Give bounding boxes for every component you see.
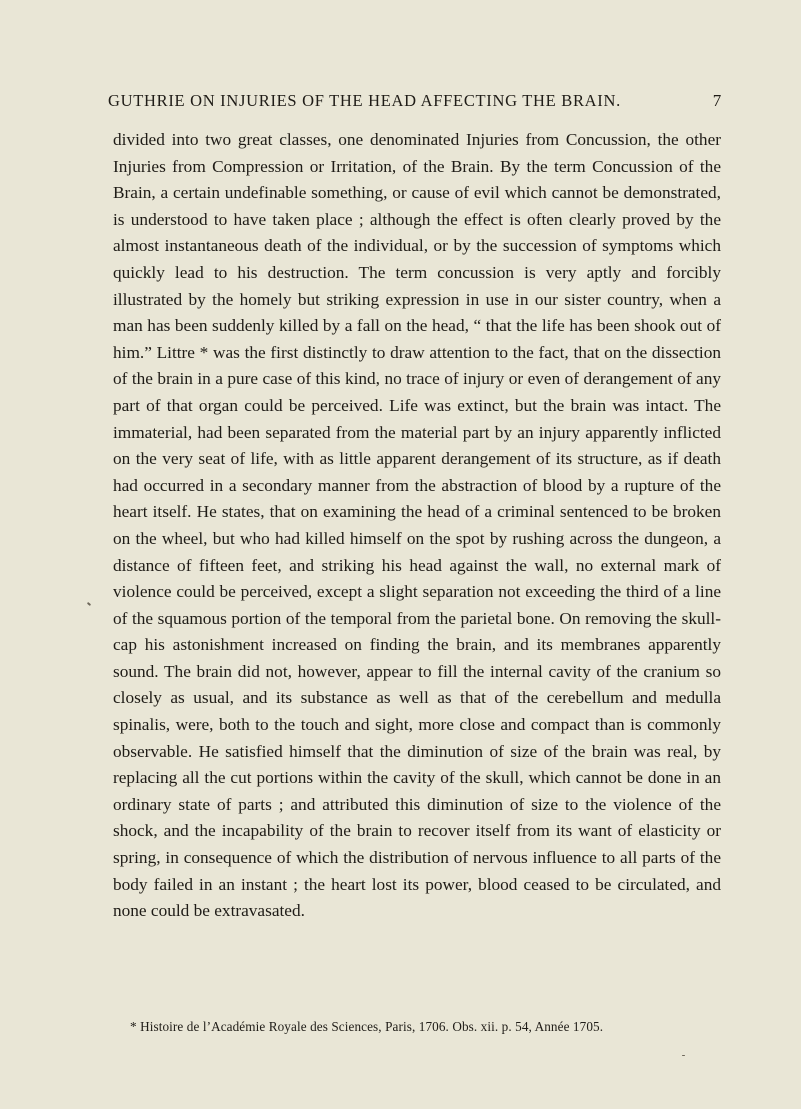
print-speck <box>87 602 91 606</box>
print-speck <box>682 1055 685 1056</box>
body-paragraph: divided into two great classes, one denominated Injuries from Concussion, the other Injuries from Compression or Irritation, of the Brain. By the term Concussion of the Brain, a certain undefinable something, or cause of evil which cannot be demonstrated, is understood to have taken place ; although the effect is often clearly proved by the almost instantaneous death of the individual, or by the succession of symptoms which quickly lead to his destruction. The term concussion is very aptly and forcibly illustrated by the homely but striking expression in use in our sister country, when a man has been suddenly killed by a fall on the head, “ that the life has been shook out of him.” Littre * was the first distinctly to draw attention to the fact, that on the dissection of the brain in a pure case of this kind, no trace of injury or even of derangement of any part of that organ could be perceived. Life was extinct, but the brain was intact. The immaterial, had been separated from the material part by an injury apparently inflicted on the very seat of life, with as little apparent derangement of its structure, as if death had occurred in a secondary manner from the abstraction of blood by a rupture of the heart itself. He states, that on examining the head of a criminal sentenced to be broken on the wheel, but who had killed himself on the spot by rushing across the dungeon, a distance of fifteen feet, and striking his head against the wall, no external mark of violence could be perceived, except a slight separation not exceeding the third of a line of the squamous portion of the temporal from the parietal bone. On removing the skull-cap his astonishment increased on finding the brain, and its membranes apparently sound. The brain did not, however, appear to fill the internal cavity of the cranium so closely as usual, and its substance as well as that of the cerebellum and medulla spinalis, were, both to the touch and sight, more close and compact than is commonly observable. He satisfied himself that the diminution of size of the brain was real, by replacing all the cut portions within the cavity of the skull, which cannot be done in an ordinary state of parts ; and attributed this diminution of size to the violence of the shock, and the incapability of the brain to recover itself from its want of elasticity or spring, in consequence of which the distribution of nervous influence to all parts of the body failed in an instant ; the heart lost its power, blood ceased to be circulated, and none could be extravasated. <box>113 130 721 921</box>
footnote: * Histoire de l’Académie Royale des Sciences, Paris, 1706. Obs. xii. p. 54, Année 1705. <box>130 1019 604 1034</box>
running-head-title: GUTHRIE ON INJURIES OF THE HEAD AFFECTING THE BRAIN. <box>108 91 621 110</box>
running-head <box>90 91 720 115</box>
page-number: 7 <box>712 91 722 110</box>
